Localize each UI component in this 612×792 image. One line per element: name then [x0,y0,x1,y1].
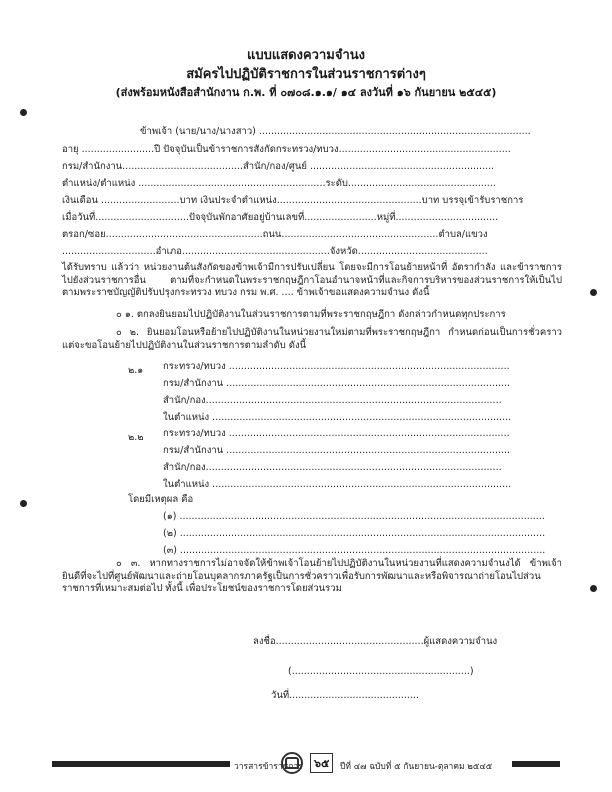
choice-2-number: ๒.๒ [128,432,144,443]
page-number: ๖๕ [310,753,333,773]
choice-1-number: ๒.๑ [128,365,144,376]
choice-2-ministry: กระทรวง/ทบวง ............................................................................................. [163,428,510,439]
salary-line: เงินเดือน ..........................บาท เงินประจำตำแหน่ง................................................บาท บรรจุเข้ารับราชการ [62,195,524,206]
option-3: ๐ ๓. หากทางราชการไม่อาจจัดให้ข้าพเจ้าโอนย้ายไปปฏิบัติงานในหน่วยงานที่แสดงความจำนงได้ ข้าพเจ้ายินดีที่จะไปที่ศูนย์พัฒนาและถ่ายโอนบุคลากรภาครัฐเป็นการชั่วคราวเพื่อรับการพัฒนาและหรือพิจารณาถ่ายโอนไปส่วนราชการที่เหมาะสมต่อไป ทั้งนี้ เพื่อประโยชน์ของราชการโดยส่วนรวม [62,558,562,594]
footer-magazine-name: วารสารข้าราชการ [234,762,303,772]
binding-hole-mark [20,109,27,116]
option-2: ๐ ๒. ยินยอมโอนหรือย้ายไปปฏิบัติงานในหน่วยงานใหม่ตามที่พระราชกฤษฎีกา กำหนดก่อนเป็นการชั่วคราว แต่จะขอโอนย้ายไปปฏิบัติงานในส่วนราชการตามลำดับ ดังนี้ [62,327,562,351]
choice-1-ministry: กระทรวง/ทบวง ............................................................................................. [163,361,510,372]
choice-1-division: สำนัก/กอง.................................................................................................. [163,395,502,406]
address-line-3: ...............................อำเภอ.................................................จังหวัด........................................... [62,246,488,257]
option-1: ๐ ๑. ตกลงยินยอมไปปฏิบัติงานในส่วนราชการตามที่พระราชกฤษฎีกา ดังกล่าวกำหนดทุกประการ [116,309,506,320]
applicant-name-line: ข้าพเจ้า (นาย/นาง/นางสาว) .......................................................................................... [140,126,531,137]
emblem-logo-icon [281,752,303,774]
footer-right-bar [512,761,560,767]
form-title: แบบแสดงความจำนง [246,48,365,63]
binding-hole-mark [590,585,597,592]
intro-paragraph: ได้รับทราบ แล้วว่า หน่วยงานต้นสังกัดของข้าพเจ้ามีการปรับเปลี่ยน โดยจะมีการโอนย้ายหน้าที่ อัตรากำลัง และข้าราชการ ไปยังส่วนราชการอื่น ตามที่จะกำหนดในพระราชกฤษฎีกาโอนอำนาจหน้าที่และกิจการบริหารของส่วนราชการให้เป็นไปตามพระราชบัญญัติปรับปรุงกระทรวง ทบวง กรม พ.ศ. .... ข้าพเจ้าขอแสดงความจำนง ดังนี้ [62,262,562,298]
choice-2-division: สำนัก/กอง.................................................................................................. [163,462,502,473]
form-reference: (ส่งพร้อมหนังสือสำนักงาน ก.พ. ที่ ๐๗๐๘.๑.๑/ ๑๔ ลงวันที่ ๑๖ กันยายน ๒๕๔๕) [115,86,497,99]
reason-2: (๒) ......................................................................................................................... [163,528,546,539]
choice-2-department: กรม/สำนักงาน .............................................................................................. [163,445,511,456]
binding-hole-mark [20,500,27,507]
reason-1: (๑) ......................................................................................................................... [163,511,545,522]
printed-name-line: (...........................................................) [288,666,474,677]
position-level-line: ตำแหน่ง/ตำแหน่ง ..............................................................ระดับ................................................. [62,178,496,189]
choice-2-position: ในตำแหน่ง ................................................................................................... [163,479,512,490]
reason-3: (๓) ......................................................................................................................... [163,545,546,556]
binding-hole-mark [590,289,597,296]
date-line: วันที่........................................... [271,690,419,701]
signature-line: ลงชื่อ.................................................ผู้แสดงความจำนง [253,636,498,647]
department-line: กรม/สำนักงาน........................................สำนัก/กอง/ศูนย์ ............................................................. [62,161,495,172]
address-line-2: ตรอก/ซอย....................................................ถนน....................................................ตำบล/แขวง [62,229,488,240]
footer-left-bar [52,761,230,767]
footer-issue-info: ปีที่ ๔๗ ฉบับที่ ๕ กันยายน-ตุลาคม ๒๕๔๕ [340,762,493,772]
form-subtitle: สมัครไปปฏิบัติราชการในส่วนราชการต่างๆ [186,67,426,82]
age-ministry-line: อายุ ........................ปี ปัจจุบันเป็นข้าราชการสังกัดกระทรวง/ทบวง......................................................... [62,144,511,155]
reason-label: โดยมีเหตุผล คือ [128,494,194,505]
address-line-1: เมื่อวันที่...............................ปัจจุบันพักอาศัยอยู่บ้านเลขที่........................หมู่ที่.................................. [62,212,499,223]
choice-1-position: ในตำแหน่ง ................................................................................................... [163,412,512,423]
choice-1-department: กรม/สำนักงาน .............................................................................................. [163,378,511,389]
